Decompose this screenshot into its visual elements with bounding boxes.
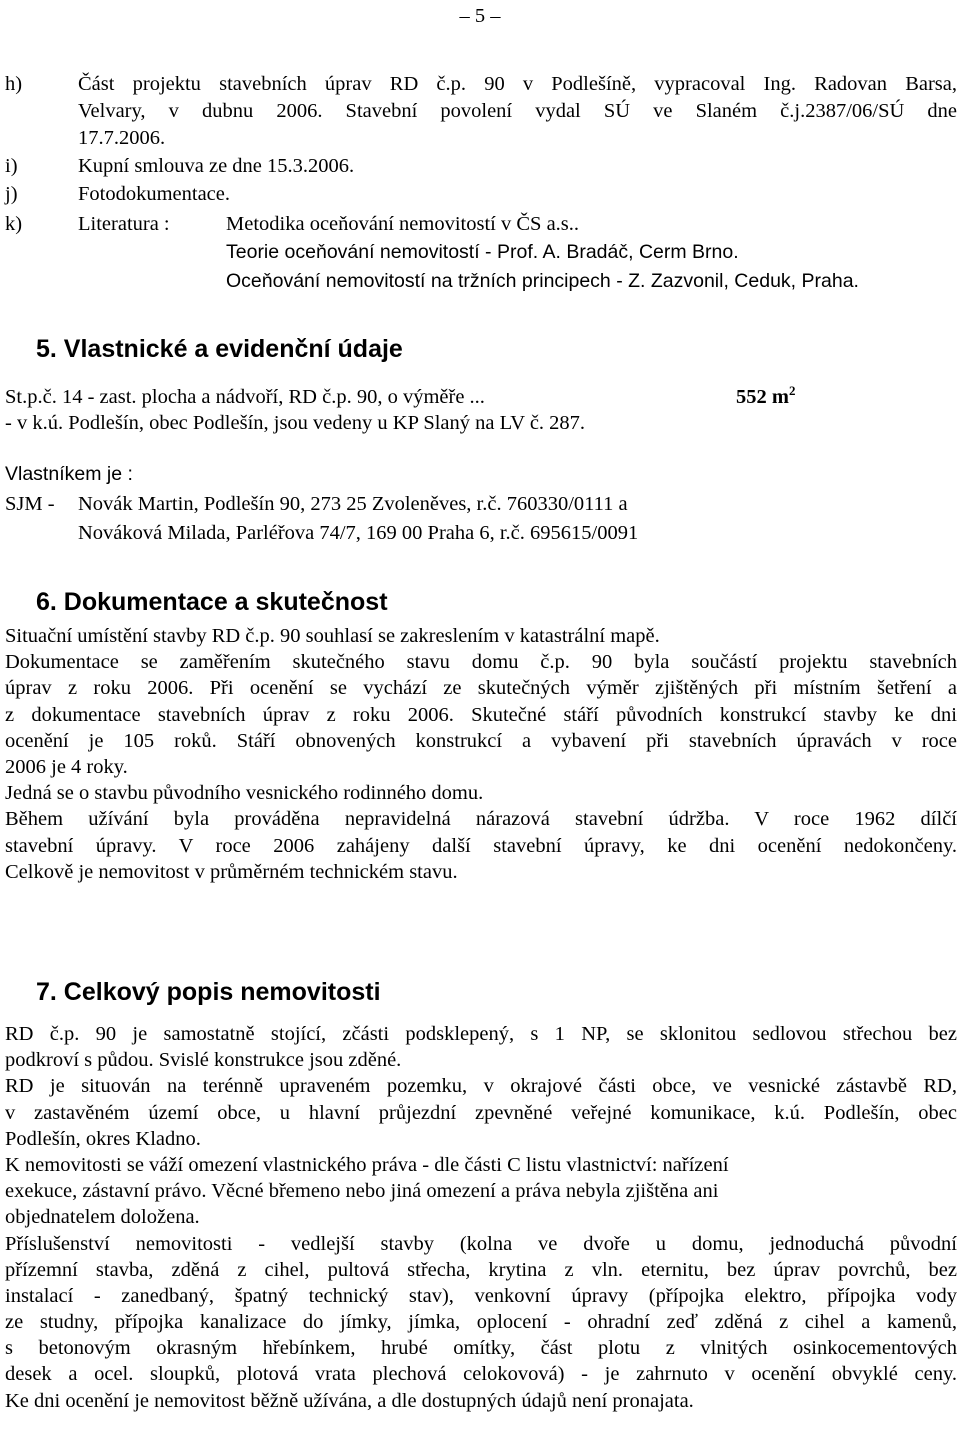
paragraph-line: Situační umístění stavby RD č.p. 90 souhlasí se zakreslením v katastrální mapě. (5, 625, 660, 647)
literature-item-1: Metodika oceňování nemovitostí v ČS a.s.. (226, 213, 580, 235)
list-marker-k: k) (5, 213, 23, 235)
parcel-area (736, 384, 795, 410)
section-7-heading: 7. Celkový popis nemovitosti (36, 978, 381, 1006)
paragraph-line: v zastavěném území obce, u hlavní průjezdní zpevněné veřejné komunikace, k.ú. Podlešín, obec (5, 1101, 957, 1124)
paragraph-line: s betonovým okrasným hřebínkem, hrubé omítky, část plotu z vlnitých osinkocementových (5, 1337, 957, 1360)
paragraph-line: K nemovitosti se váží omezení vlastnického práva - dle části C listu vlastnictví: nařízení (5, 1153, 729, 1176)
owner-label: Vlastníkem je : (5, 463, 133, 485)
paragraph-line: Ke dni ocenění je nemovitost běžně užívána, a dle dostupných údajů není pronajata. (5, 1389, 694, 1412)
cadastre-line: - v k.ú. Podlešín, obec Podlešín, jsou vedeny u KP Slaný na LV č. 287. (5, 412, 586, 434)
paragraph-line: přízemní stavba, zděná z cihel, pultová střecha, krytina z vln. eternitu, bez úprav povrchů, bez (5, 1258, 957, 1281)
list-item-k-label: Literatura : (78, 213, 170, 235)
paragraph-line: desek a ocel. sloupků, plotová vrata plechová celokovová) - je zahrnuto v ocenění obvyklé ceny. (5, 1363, 957, 1386)
list-marker-h: h) (5, 73, 23, 95)
paragraph-line: Celkově je nemovitost v průměrném technickém stavu. (5, 860, 458, 883)
paragraph-line: Během užívání byla prováděna nepravidelná nárazová stavební údržba. V roce 1962 dílčí (5, 808, 957, 831)
paragraph-line: z dokumentace stavebních úprav z roku 2006. Skutečné stáří původních konstrukcí stavby ke dni (5, 703, 957, 726)
paragraph-line: RD č.p. 90 je samostatně stojící, zčásti podsklepený, s 1 NP, se sklonitou sedlovou střechou bez (5, 1023, 957, 1045)
section-5-heading: 5. Vlastnické a evidenční údaje (36, 335, 403, 363)
section-6-body (5, 623, 957, 885)
parcel-area-exponent: 2 (788, 383, 796, 398)
list-item-h-line3: 17.7.2006. (78, 127, 166, 149)
paragraph-line: Jedná se o stavbu původního vesnického rodinného domu. (5, 782, 484, 805)
literature-item-2: Teorie oceňování nemovitostí - Prof. A. Bradáč, Cerm Brno. (226, 241, 739, 263)
section-7-body (5, 1021, 957, 1414)
section-6-heading: 6. Dokumentace a skutečnost (36, 588, 388, 616)
list-item-h-line2: Velvary, v dubnu 2006. Stavební povolení vydal SÚ ve Slaném č.j.2387/06/SÚ dne (78, 100, 957, 122)
owner-2: Nováková Milada, Parléřova 74/7, 169 00 Praha 6, r.č. 695615/0091 (78, 522, 639, 544)
paragraph-line: Příslušenství nemovitosti - vedlejší stavby (kolna ve dvoře u domu, jednoduchá původní (5, 1232, 957, 1255)
paragraph-line: objednatelem doložena. (5, 1206, 200, 1229)
paragraph-line: RD je situován na terénně upraveném pozemku, v okrajové části obce, ve vesnické zástavbě RD, (5, 1075, 957, 1098)
list-marker-i: i) (5, 155, 18, 177)
paragraph-line: podkroví s půdou. Svislé konstrukce jsou zděné. (5, 1049, 402, 1072)
list-item-i: Kupní smlouva ze dne 15.3.2006. (78, 155, 355, 177)
literature-item-3: Oceňování nemovitostí na tržních principech - Z. Zazvonil, Ceduk, Praha. (226, 270, 859, 292)
page-number: – 5 – (459, 5, 501, 27)
sjm-prefix: SJM - (5, 493, 55, 515)
list-marker-j: j) (5, 183, 18, 205)
parcel-line: St.p.č. 14 - zast. plocha a nádvoří, RD č.p. 90, o výměře ... (5, 386, 485, 408)
paragraph-line: 2006 je 4 roky. (5, 755, 128, 778)
paragraph-line: instalací - zanedbaný, špatný technický stav), venkovní úpravy (přípojka elektro, přípojka vody (5, 1284, 957, 1307)
list-item-j: Fotodokumentace. (78, 183, 231, 205)
paragraph-line: ze studny, přípojka kanalizace do jímky, jímka, oplocení - ohradní zeď zděná z cihel a kamenů, (5, 1311, 957, 1334)
paragraph-line: stavební úpravy. V roce 2006 zahájeny další stavební úpravy, ke dni ocenění nedokončeny. (5, 834, 957, 857)
parcel-area-value: 552 m (736, 386, 789, 408)
paragraph-line: úprav z roku 2006. Při ocenění se vychází ze skutečných výměr zjištěných při místním šetření a (5, 677, 957, 700)
paragraph-line: ocenění je 105 roků. Stáří obnovených konstrukcí a vybavení při stavebních úpravách v roce (5, 729, 957, 752)
paragraph-line: Dokumentace se zaměřením skutečného stavu domu č.p. 90 byla součástí projektu stavebních (5, 651, 957, 674)
owner-1: Novák Martin, Podlešín 90, 273 25 Zvoleněves, r.č. 760330/0111 a (78, 493, 628, 515)
list-item-h-line1: Část projektu stavebních úprav RD č.p. 90 v Podlešíně, vypracoval Ing. Radovan Barsa, (78, 73, 957, 95)
paragraph-line: Podlešín, okres Kladno. (5, 1127, 201, 1150)
paragraph-line: exekuce, zástavní právo. Věcné břemeno nebo jiná omezení a práva nebyla zjištěna ani (5, 1180, 719, 1203)
